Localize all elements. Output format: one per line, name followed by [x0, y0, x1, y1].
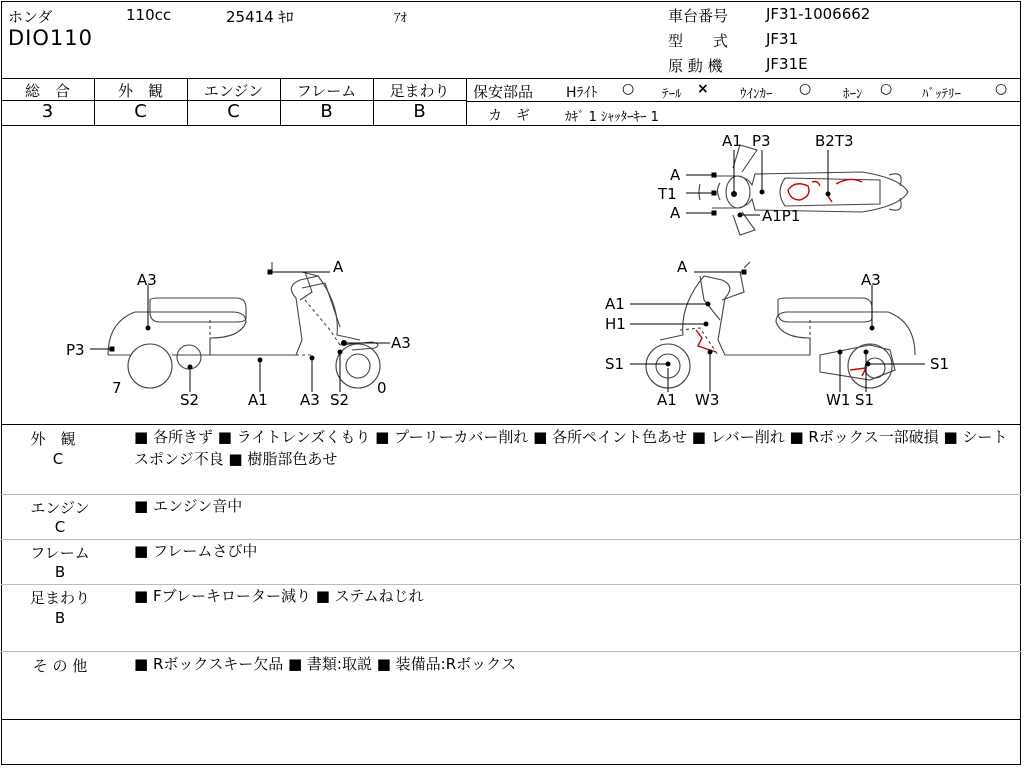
section-engine-grade: C: [54, 518, 66, 536]
section-exterior-title: 外 観: [30, 430, 76, 448]
safety-mark-tail: ×: [697, 81, 709, 97]
right-label-s1-rear: S1: [930, 355, 950, 373]
chassis-label: 車台番号: [668, 7, 729, 25]
safety-item-battery: ﾊﾞｯﾃﾘｰ: [922, 87, 961, 102]
type-label: 型 式: [668, 32, 729, 50]
safety-mark-headlight: ○: [622, 81, 635, 97]
safety-title: 保安部品: [473, 83, 534, 101]
safety-mark-battery: ○: [995, 81, 1008, 97]
grade-value-frame: B: [320, 101, 333, 122]
grade-label-frame: フレーム: [296, 82, 357, 100]
safety-item-tail: ﾃｰﾙ: [662, 87, 682, 102]
section-suspension-grade: B: [54, 609, 66, 627]
left-label-s2-a: S2: [180, 391, 200, 409]
top-label-a-down: A: [670, 204, 681, 222]
type-value: JF31: [766, 30, 799, 48]
top-label-a1: A1: [722, 132, 742, 150]
grade-top-line: [1, 78, 1021, 79]
section-other-title: そ の 他: [32, 657, 88, 675]
safety-item-horn: ﾎｰﾝ: [843, 87, 863, 102]
section-frame-grade: B: [54, 563, 66, 581]
sections-bottom-line: [1, 719, 1021, 720]
model-name: DIO110: [8, 26, 93, 50]
right-label-s1-front: S1: [605, 355, 625, 373]
maker: ホンダ: [8, 8, 53, 26]
left-label-0: 0: [377, 379, 387, 397]
top-label-a-up: A: [670, 166, 681, 184]
engine-label: 原 動 機: [668, 57, 723, 75]
section-other-text: ■ Rボックスキー欠品 ■ 書類:取説 ■ 装備品:Rボックス: [134, 655, 517, 673]
left-label-p3: P3: [66, 341, 85, 359]
section-engine-text: ■ エンジン音中: [134, 497, 243, 515]
diagram-bottom-line: [1, 424, 1021, 425]
left-label-a1: A1: [248, 391, 268, 409]
grade-value-exterior: C: [134, 101, 147, 122]
section-engine-title: エンジン: [30, 499, 90, 517]
left-label-s2-b: S2: [330, 391, 350, 409]
top-label-b2t3: B2T3: [815, 132, 854, 150]
right-label-a1-bottom: A1: [657, 391, 677, 409]
key-value: ｶｷﾞ 1 ｼｬｯﾀｰｷｰ 1: [565, 110, 659, 125]
right-label-w1: W1: [826, 391, 851, 409]
right-label-w3: W3: [695, 391, 720, 409]
section-exterior-grade: C: [52, 450, 64, 468]
left-label-7: 7: [112, 379, 122, 397]
chassis-value: JF31-1006662: [766, 5, 871, 23]
top-label-a1p1: A1P1: [762, 207, 801, 225]
right-label-s1-bottom: S1: [855, 391, 875, 409]
section-frame-title: フレーム: [30, 544, 90, 562]
safety-item-headlight: Hﾗｲﾄ: [566, 85, 598, 101]
safety-mark-winker: ○: [799, 81, 812, 97]
grade-label-exterior: 外 観: [117, 82, 163, 100]
grade-label-overall: 総 合: [24, 82, 70, 100]
grade-value-engine: C: [227, 101, 240, 122]
key-label: カ ギ: [488, 108, 530, 124]
right-label-h1: H1: [605, 315, 626, 333]
section-exterior-text: ■ 各所きず ■ ライトレンズくもり ■ プーリーカバー削れ ■ 各所ペイント色あせ ■ レバー削れ ■ Rボックス一部破損 ■ シートスポンジ不良 ■ 樹脂部色あせ: [134, 428, 1008, 468]
section-suspension-title: 足まわり: [29, 589, 90, 607]
left-label-a3-front: A3: [391, 334, 411, 352]
top-label-t1: T1: [658, 185, 677, 203]
top-label-p3: P3: [752, 132, 771, 150]
left-label-a3-b: A3: [300, 391, 320, 409]
right-label-a-top: A: [677, 258, 688, 276]
safety-mark-horn: ○: [880, 81, 893, 97]
mileage: 25414 ｷﾛ: [226, 8, 294, 26]
damage-diagram: [0, 126, 1022, 424]
grade-value-overall: 3: [41, 101, 54, 122]
displacement: 110cc: [126, 6, 172, 24]
color: ｱｵ: [394, 11, 407, 26]
left-label-a-top: A: [333, 258, 344, 276]
scooter-top-view: [699, 145, 908, 235]
engine-value: JF31E: [766, 55, 808, 73]
section-frame-text: ■ フレームさび中: [134, 542, 258, 560]
left-label-a3-seat: A3: [137, 271, 157, 289]
section-suspension-text: ■ Fブレーキローター減り ■ ステムねじれ: [134, 587, 424, 605]
grade-value-suspension: B: [413, 101, 426, 122]
right-label-a1: A1: [605, 295, 625, 313]
safety-item-winker: ｳｲﾝｶｰ: [740, 87, 773, 102]
right-label-a3-seat: A3: [861, 271, 881, 289]
grade-label-engine: エンジン: [203, 82, 264, 100]
grade-label-suspension: 足まわり: [389, 82, 450, 100]
